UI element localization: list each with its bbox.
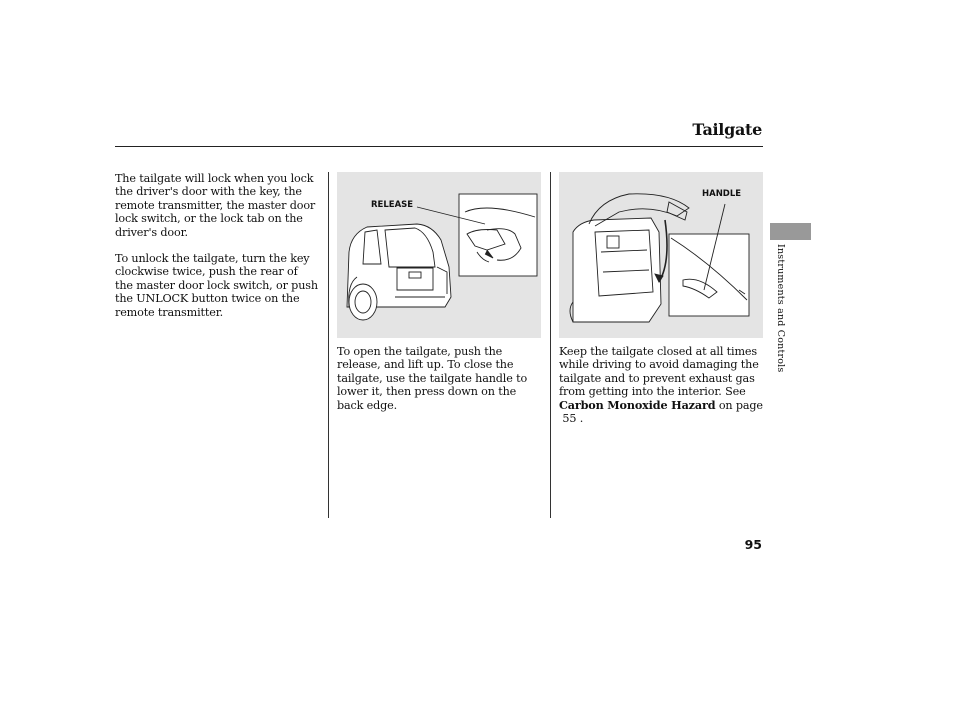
rear-car-illustration [337, 172, 541, 338]
period-text: . [579, 412, 584, 426]
release-label: RELEASE [371, 200, 414, 210]
handle-label: HANDLE [702, 189, 742, 199]
handle-figure [559, 172, 763, 338]
column-divider-right [550, 172, 551, 518]
keep-closed-text: Keep the tailgate closed at all times while driving to avoid damaging the tailgate and to prevent exhaust gas from getting into the interior. See [559, 345, 759, 399]
release-figure [337, 172, 541, 338]
page-title: Tailgate [692, 120, 762, 139]
section-label: Instruments and Controls [775, 244, 786, 373]
on-page-text: on page [718, 398, 763, 412]
page-reference-link[interactable]: 55 [562, 412, 577, 426]
title-rule [115, 146, 763, 147]
keep-closed-paragraph [559, 345, 764, 425]
carbon-monoxide-link[interactable]: Carbon Monoxide Hazard [559, 397, 716, 412]
unlock-paragraph: To unlock the tailgate, turn the key clockwise twice, push the rear of the master door lock switch, or push the UNLOCK button twice on the remote transmitter. [115, 252, 318, 319]
section-tab [770, 223, 811, 240]
open-tailgate-paragraph: To open the tailgate, push the release, and lift up. To close the tailgate, use the tailgate handle to lower it, then press down on the back edge. [337, 345, 528, 412]
page-number: 95 [744, 537, 762, 552]
lock-paragraph: The tailgate will lock when you lock the driver's door with the key, the remote transmitter, the master door lock switch, or the lock tab on the driver's door. [115, 172, 316, 239]
column-divider-left [328, 172, 329, 518]
